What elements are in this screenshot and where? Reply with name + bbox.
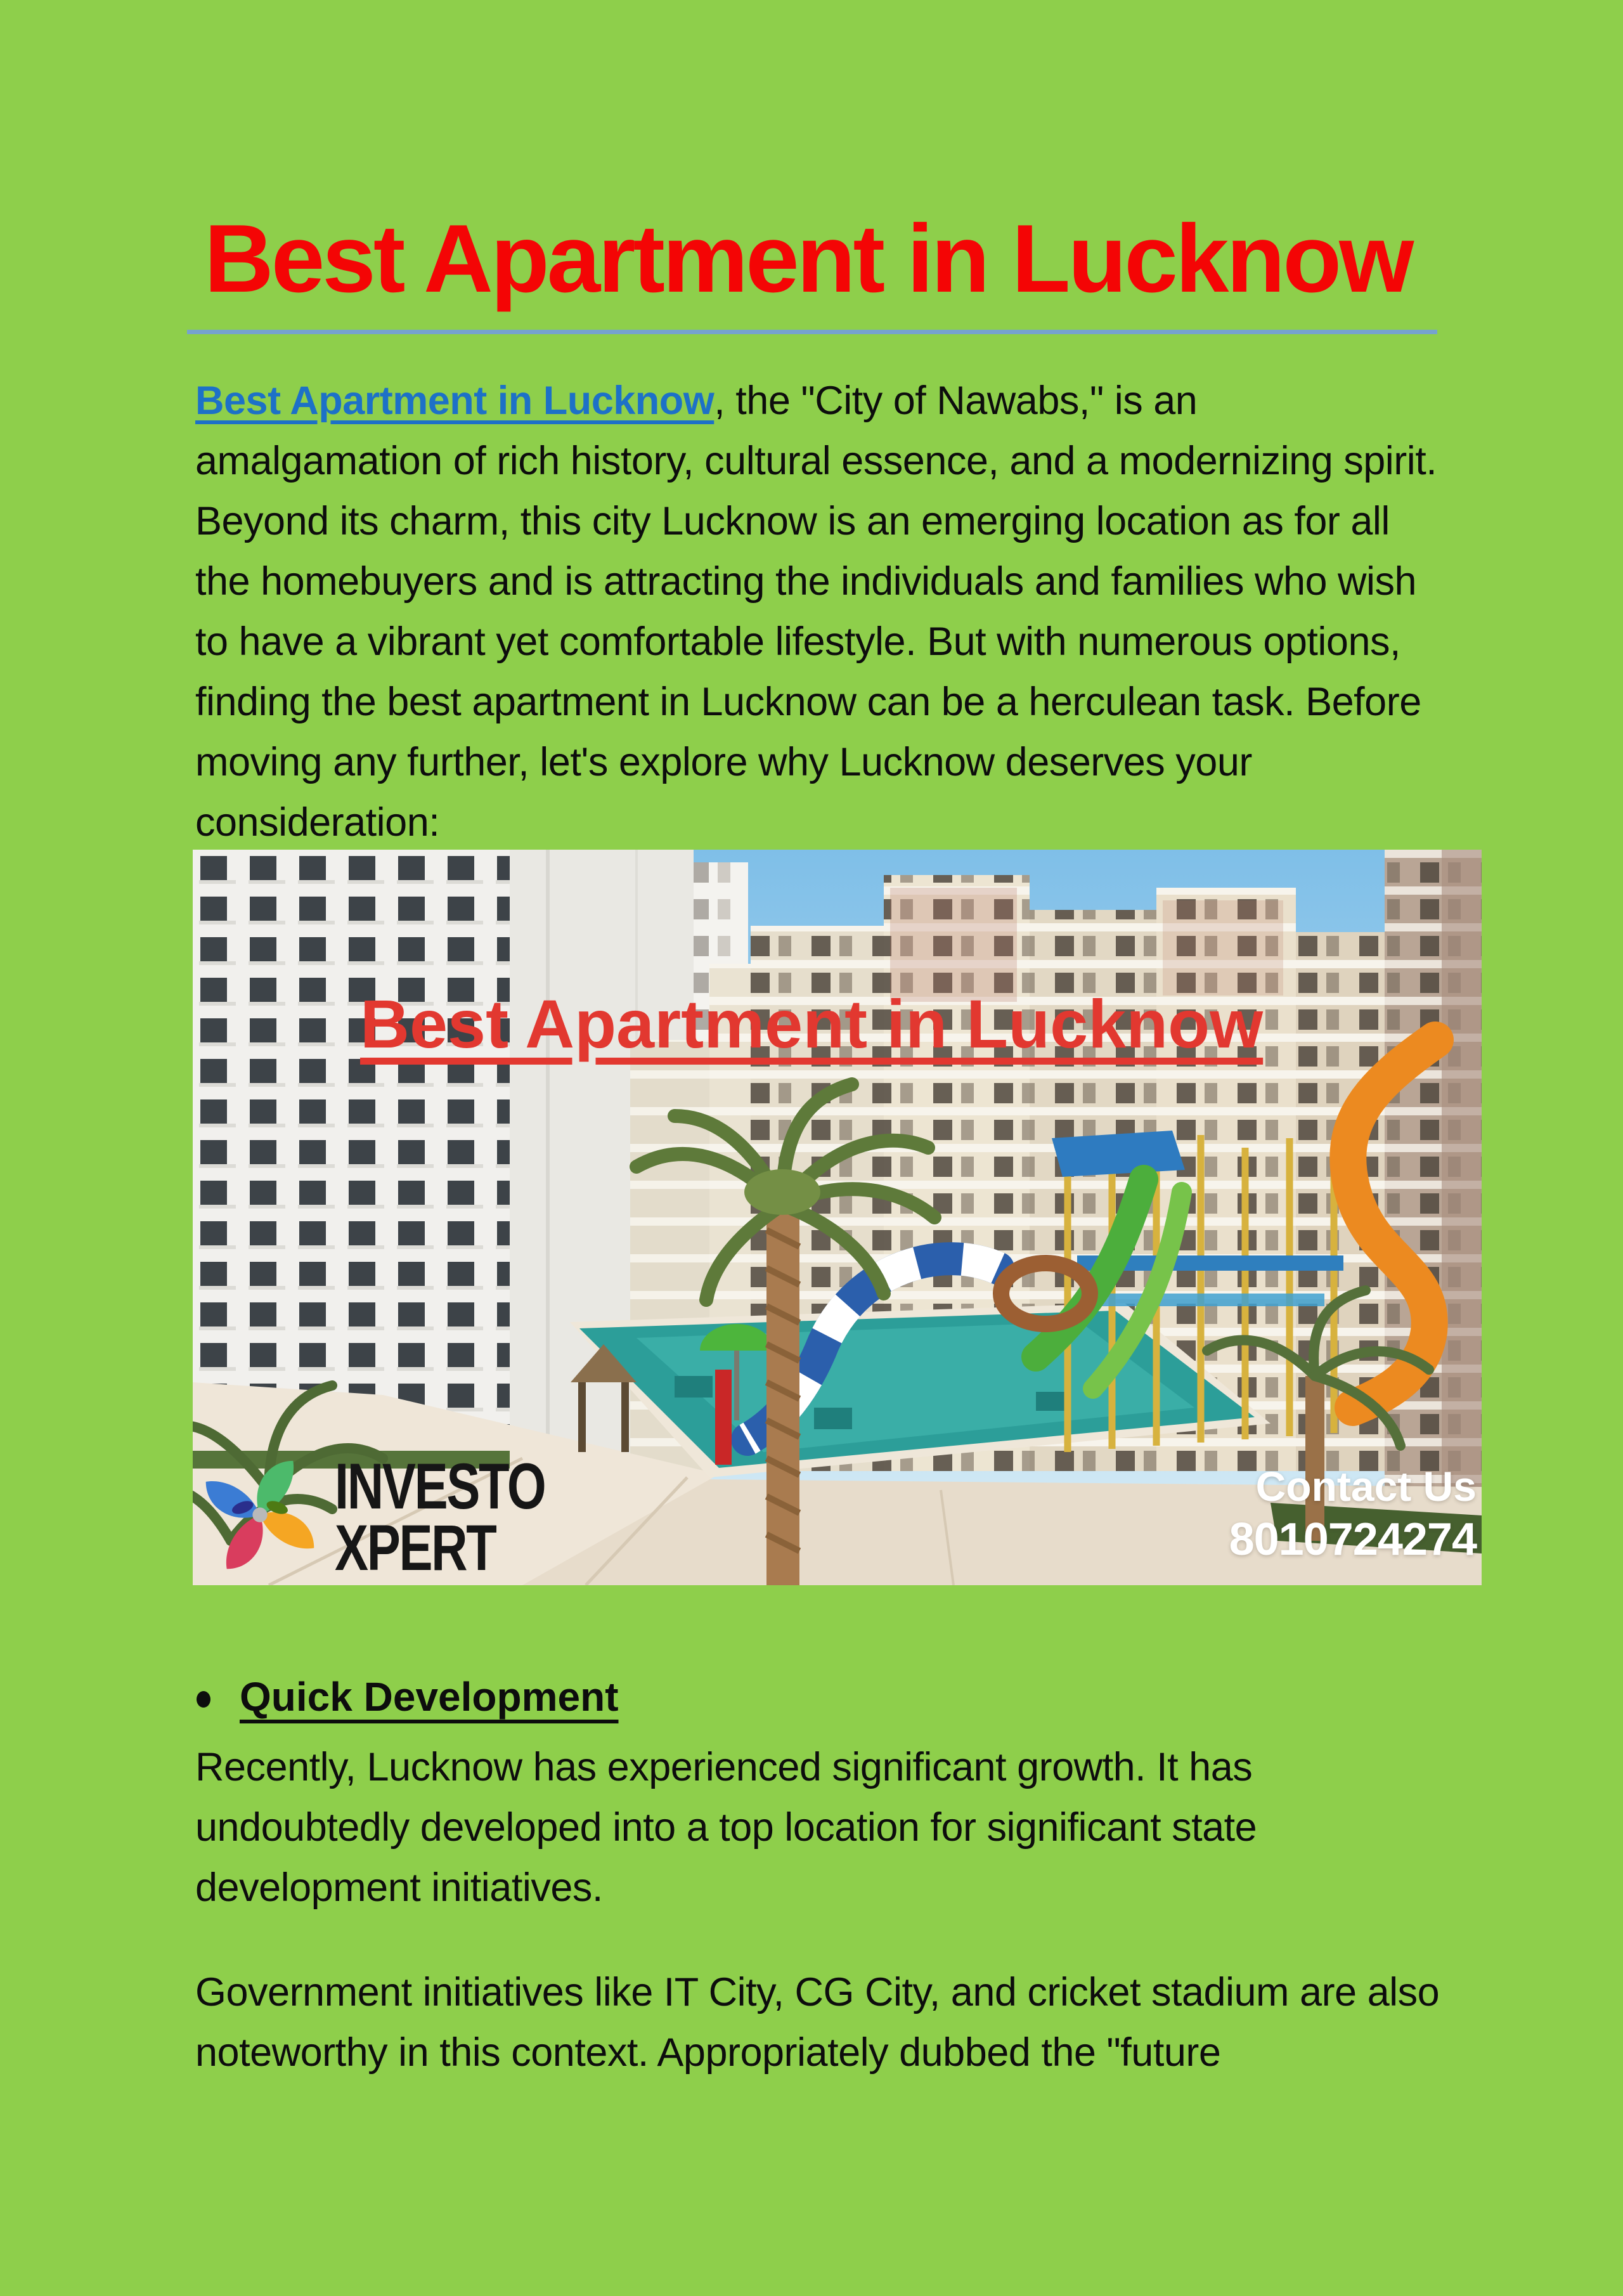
hero-overlay-title: Best Apartment in Lucknow bbox=[360, 985, 1264, 1062]
investoxpert-logo-text bbox=[335, 1450, 545, 1584]
section-paragraph-2: Government initiatives like IT City, CG City, and cricket stadium are also noteworthy in this context. Appropriately dubbed the "future bbox=[195, 1970, 1440, 2075]
logo-line-1: INVESTO bbox=[335, 1450, 545, 1523]
investoxpert-logo bbox=[198, 1450, 604, 1585]
intro-hyperlink[interactable]: Best Apartment in Lucknow bbox=[195, 379, 715, 423]
page-title: Best Apartment in Lucknow bbox=[204, 205, 1412, 313]
section-heading-row bbox=[197, 1667, 619, 1727]
intro-paragraph-text: , the "City of Nawabs," is an amalgamation of rich history, cultural essence, and a modernizing spirit. Beyond its charm, this city Lucknow is an emerging location as for all the homebuyers and is attracting the individuals and families who wish to have a vibrant yet comfortable lifestyle. But with numerous options, finding the best apartment in Lucknow can be a herculean task. Before moving any further, let's explore why Lucknow deserves your consideration: bbox=[195, 379, 1437, 845]
hero-image bbox=[193, 850, 1482, 1585]
contact-label: Contact Us bbox=[1255, 1463, 1477, 1510]
investoxpert-logo-icon bbox=[198, 1450, 322, 1585]
section-heading: Quick Development bbox=[240, 1674, 619, 1720]
intro-paragraph bbox=[195, 371, 1447, 853]
section-paragraph-1: Recently, Lucknow has experienced significant growth. It has undoubtedly developed into a top location for significant state development initiatives. bbox=[195, 1745, 1257, 1910]
title-underline-rule bbox=[187, 330, 1437, 334]
bullet-icon bbox=[197, 1691, 210, 1708]
contact-block bbox=[1229, 1461, 1477, 1567]
logo-line-2: XPERT bbox=[335, 1512, 496, 1584]
contact-phone: 8010724274 bbox=[1229, 1514, 1477, 1565]
